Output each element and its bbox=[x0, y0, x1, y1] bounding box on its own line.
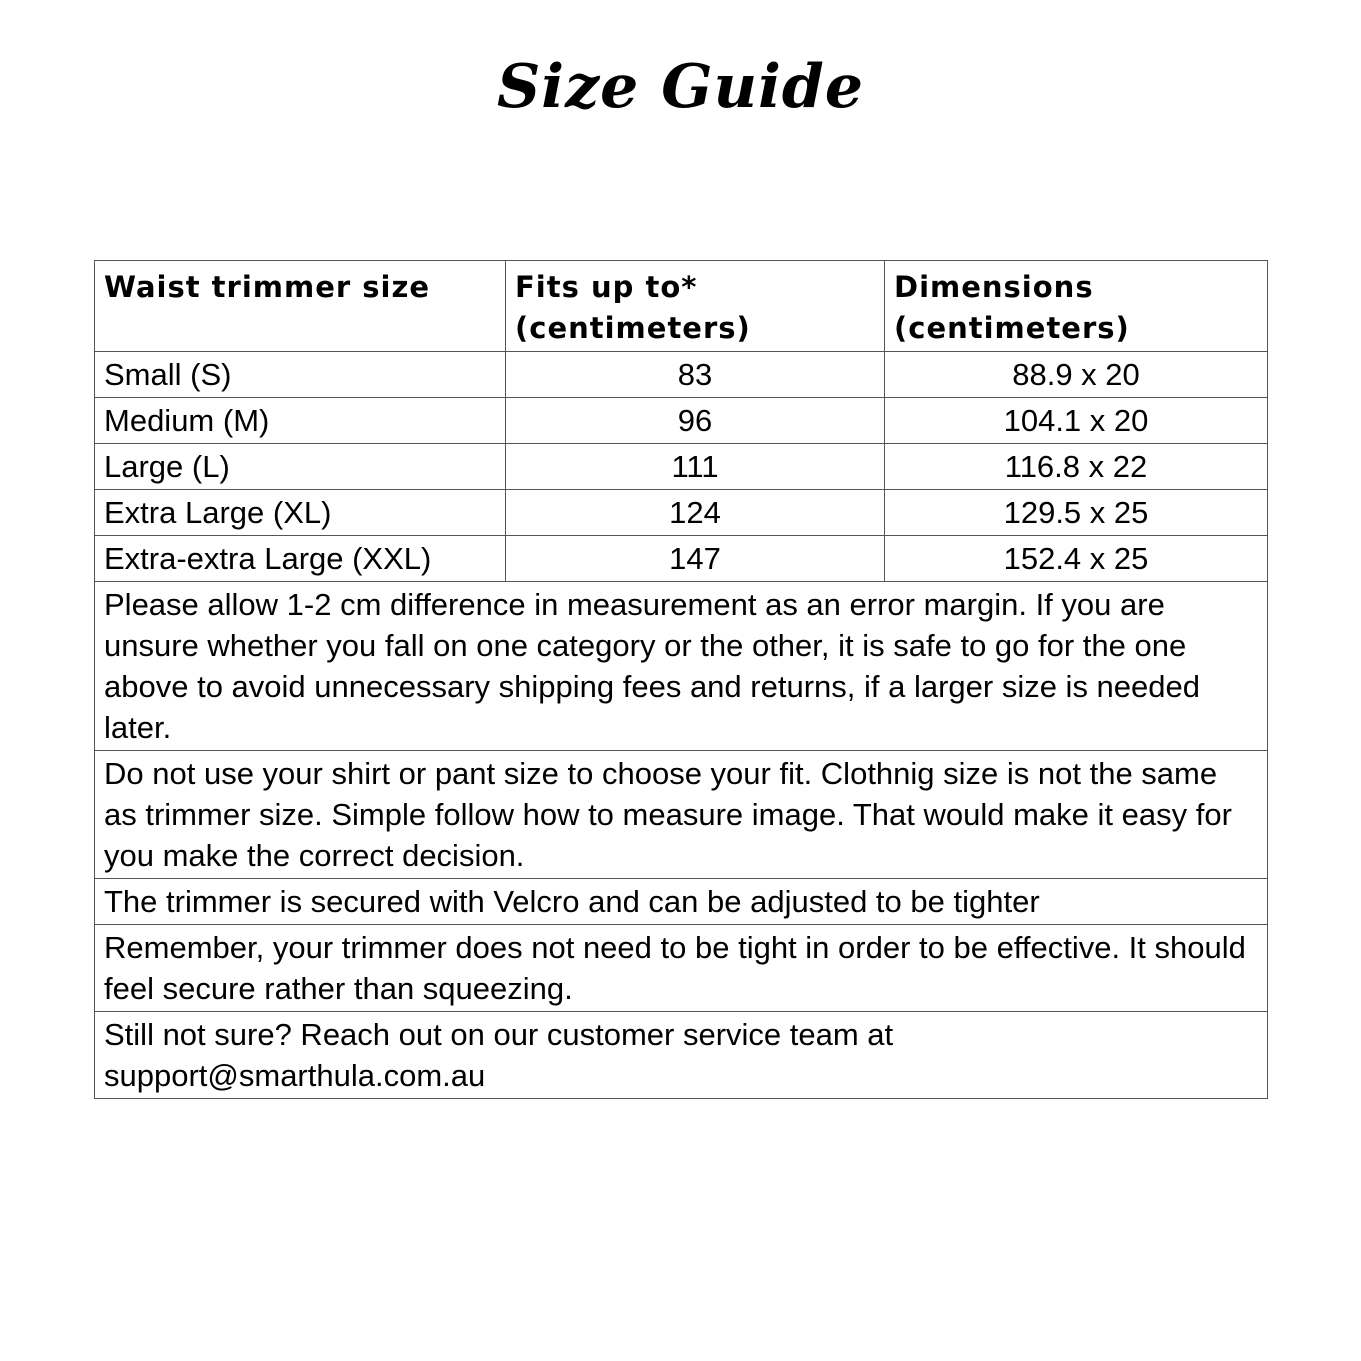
size-cell: Extra-extra Large (XXL) bbox=[95, 536, 506, 582]
dimensions-cell: 88.9 x 20 bbox=[885, 352, 1268, 398]
fits-cell: 83 bbox=[506, 352, 885, 398]
table-row bbox=[95, 490, 1268, 536]
note-support: Still not sure? Reach out on our customer service team at support@smarthula.com.au bbox=[95, 1012, 1268, 1099]
header-size: Waist trimmer size bbox=[95, 261, 506, 352]
note-clothing-size: Do not use your shirt or pant size to choose your fit. Clothnig size is not the same as trimmer size. Simple follow how to measure image. That would make it easy for you make the correct decision. bbox=[95, 751, 1268, 879]
size-cell: Medium (M) bbox=[95, 398, 506, 444]
fits-cell: 111 bbox=[506, 444, 885, 490]
note-row bbox=[95, 751, 1268, 879]
table-row bbox=[95, 444, 1268, 490]
note-row bbox=[95, 925, 1268, 1012]
size-cell: Large (L) bbox=[95, 444, 506, 490]
note-tightness: Remember, your trimmer does not need to be tight in order to be effective. It should feel secure rather than squeezing. bbox=[95, 925, 1268, 1012]
page-title: Size Guide bbox=[496, 52, 865, 122]
size-table bbox=[94, 260, 1268, 1099]
size-cell: Small (S) bbox=[95, 352, 506, 398]
fits-cell: 96 bbox=[506, 398, 885, 444]
size-cell: Extra Large (XL) bbox=[95, 490, 506, 536]
note-error-margin: Please allow 1-2 cm difference in measurement as an error margin. If you are unsure whether you fall on one category or the other, it is safe to go for the one above to avoid unnecessary shipping fees and returns, if a larger size is needed later. bbox=[95, 582, 1268, 751]
dimensions-cell: 152.4 x 25 bbox=[885, 536, 1268, 582]
header-row bbox=[95, 261, 1268, 352]
dimensions-cell: 129.5 x 25 bbox=[885, 490, 1268, 536]
fits-cell: 147 bbox=[506, 536, 885, 582]
note-row bbox=[95, 582, 1268, 751]
note-velcro: The trimmer is secured with Velcro and can be adjusted to be tighter bbox=[95, 879, 1268, 925]
note-row bbox=[95, 879, 1268, 925]
dimensions-cell: 104.1 x 20 bbox=[885, 398, 1268, 444]
dimensions-cell: 116.8 x 22 bbox=[885, 444, 1268, 490]
header-dimensions: Dimensions (centimeters) bbox=[885, 261, 1268, 352]
note-row bbox=[95, 1012, 1268, 1099]
table-row bbox=[95, 352, 1268, 398]
table-row bbox=[95, 536, 1268, 582]
table-row bbox=[95, 398, 1268, 444]
fits-cell: 124 bbox=[506, 490, 885, 536]
header-fits: Fits up to* (centimeters) bbox=[506, 261, 885, 352]
